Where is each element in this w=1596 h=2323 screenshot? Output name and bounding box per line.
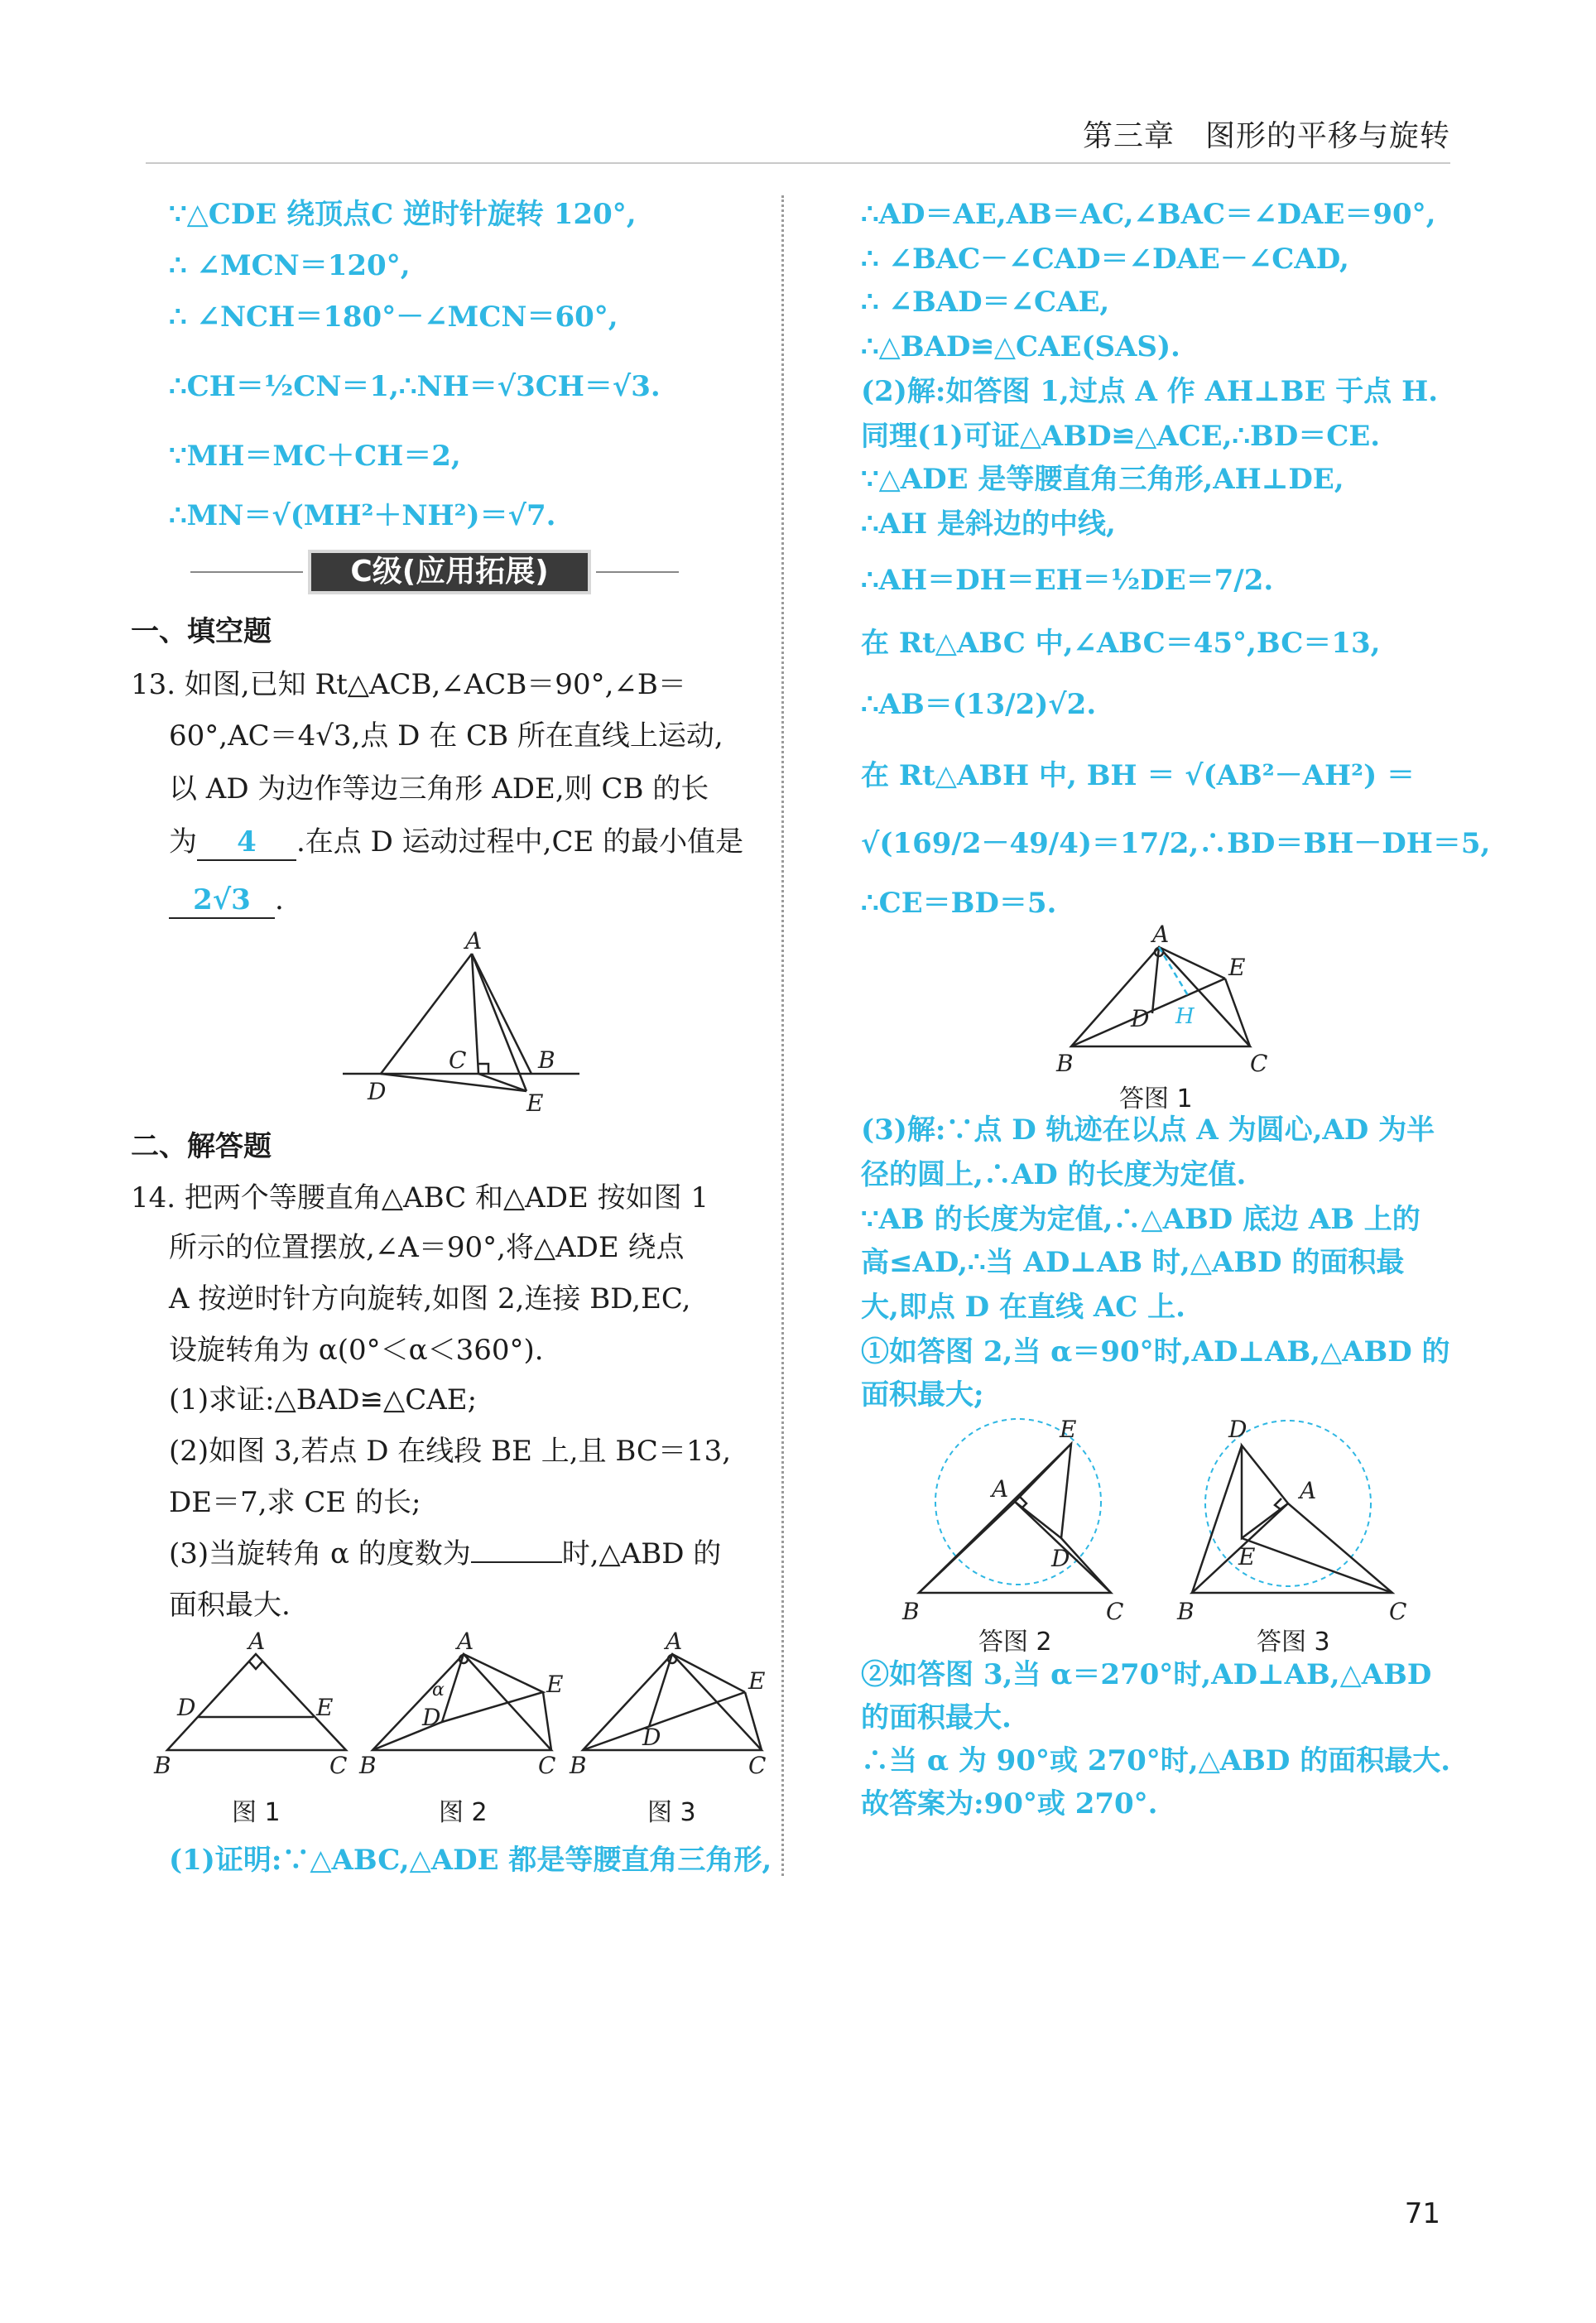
solution-line: ∴△BAD≌△CAE(SAS). [861, 330, 1180, 363]
answer-figure-1 [1051, 921, 1300, 1077]
fig-label: E [1228, 954, 1246, 981]
figure-caption: 图 2 [439, 1798, 488, 1827]
segment-ec [1225, 979, 1250, 1046]
solution-line: ∴MN＝√(MH²＋NH²)＝√7. [169, 499, 556, 532]
fig-label: E [748, 1667, 766, 1695]
proof-line: (1)证明:∵△ABC,△ADE 都是等腰直角三角形, [169, 1844, 772, 1877]
right-angle-mark [1275, 1498, 1281, 1510]
banner-rule-left [190, 571, 303, 573]
question-14-line: (1)求证:△BAD≌△CAE; [169, 1383, 478, 1416]
solution-line: 在 Rt△ABC 中,∠ABC＝45°,BC＝13, [861, 627, 1381, 660]
fig-label: A [248, 1628, 266, 1655]
fig-label: E [526, 1089, 544, 1117]
fig-label: E [546, 1671, 564, 1698]
solution-line: ∵AB 的长度为定值,∴△ABD 底边 AB 上的 [861, 1203, 1421, 1236]
solution-line: 大,即点 D 在直线 AC 上. [861, 1291, 1185, 1324]
answer-blank-2: 2√3 [169, 883, 275, 919]
question-13-line: 60°,AC＝4√3,点 D 在 CB 所在直线上运动, [169, 719, 723, 753]
q14-part3-prefix: (3)当旋转角 α 的度数为 [169, 1537, 471, 1570]
q13-prefix: 为 [169, 825, 197, 858]
section-heading: 一、填空题 [131, 615, 272, 648]
fig-label: C [748, 1752, 767, 1779]
solution-line: ∴ ∠BAD＝∠CAE, [861, 286, 1110, 319]
fig-label: E [316, 1694, 334, 1721]
fig-label: D [642, 1724, 661, 1751]
fig-label: α [432, 1680, 445, 1700]
solution-line: 同理(1)可证△ABD≌△ACE,∴BD＝CE. [861, 420, 1381, 453]
solution-line: ∵△ADE 是等腰直角三角形,AH⊥DE, [861, 463, 1344, 496]
solution-line: ∵MH＝MC＋CH＝2, [169, 440, 461, 473]
question-13-line: 13. 如图,已知 Rt△ACB,∠ACB＝90°,∠B＝ [131, 668, 686, 701]
question-14-line: 14. 把两个等腰直角△ABC 和△ADE 按如图 1 [131, 1181, 709, 1214]
solution-line: 故答案为:90°或 270°. [861, 1787, 1158, 1820]
triangle-abc [1071, 947, 1250, 1046]
answer-figure-2 [894, 1416, 1142, 1623]
q13-end: . [275, 883, 284, 916]
page-number: 71 [1404, 2197, 1440, 2230]
q13-suffix: .在点 D 运动过程中,CE 的最小值是 [296, 825, 744, 858]
fig-label: A [1152, 921, 1170, 948]
question-14-line: A 按逆时针方向旋转,如图 2,连接 BD,EC, [169, 1282, 691, 1315]
fig-label: H [1175, 1004, 1195, 1029]
fig-label: B [570, 1752, 587, 1779]
fig-label: B [538, 1046, 555, 1074]
solution-line: ①如答图 2,当 α＝90°时,AD⊥AB,△ABD 的 [861, 1335, 1450, 1368]
triangle-abc [373, 1654, 551, 1750]
question-14-line [169, 1537, 721, 1571]
banner-rule-right [596, 571, 679, 573]
solution-line: ∴AD＝AE,AB＝AC,∠BAC＝∠DAE＝90°, [861, 198, 1436, 231]
solution-line: ∴AH 是斜边的中线, [861, 507, 1116, 541]
figure-caption: 答图 1 [1119, 1085, 1193, 1113]
segment-be [919, 1444, 1071, 1593]
answer-figure-3 [1175, 1416, 1424, 1623]
fig-label: D [1228, 1416, 1247, 1443]
header-rule [146, 162, 1450, 164]
fig-label: A [465, 927, 483, 955]
segment-ec [1242, 1538, 1392, 1593]
column-divider [781, 195, 784, 1876]
solution-line: ∴AB＝(13/2)√2. [861, 688, 1097, 721]
q14-figure-1 [151, 1628, 349, 1779]
fig-label: C [329, 1752, 348, 1779]
question-13-line [169, 825, 743, 861]
q14-figure-3 [566, 1628, 773, 1779]
segment-ae [1159, 947, 1225, 979]
solution-line: ∴当 α 为 90°或 270°时,△ABD 的面积最大. [861, 1744, 1451, 1777]
fig-label: C [1106, 1598, 1124, 1625]
right-angle-mark [478, 1064, 488, 1074]
solution-line: 高≤AD,∴当 AD⊥AB 时,△ABD 的面积最 [861, 1246, 1405, 1279]
fig-label: D [422, 1704, 441, 1731]
level-banner: C级(应用拓展) [308, 550, 591, 594]
fig-label: A [666, 1628, 683, 1655]
triangle-abc [583, 1654, 762, 1750]
fig-label: B [154, 1752, 171, 1779]
triangle-abc [1192, 1503, 1392, 1593]
segment-ab [472, 954, 531, 1074]
fig-label: D [177, 1694, 196, 1721]
solution-line: ∴ ∠BAC－∠CAD＝∠DAE－∠CAD, [861, 243, 1349, 276]
chapter-header: 第三章 图形的平移与旋转 [1082, 119, 1450, 153]
fig-label: B [1177, 1598, 1195, 1625]
fig-label: E [1238, 1543, 1256, 1570]
fig-label: C [538, 1752, 556, 1779]
q14-figure-2 [356, 1628, 564, 1779]
segment-ac [472, 954, 478, 1074]
segment-be [583, 1692, 745, 1750]
segment-ae [472, 954, 526, 1091]
fig-label: A [1300, 1477, 1317, 1504]
fig-label: D [1131, 1005, 1150, 1032]
q14-part3-suffix: 时,△ABD 的 [561, 1537, 722, 1570]
section-heading: 二、解答题 [131, 1130, 272, 1163]
triangle-ade [442, 1654, 543, 1722]
figure-caption: 答图 2 [978, 1628, 1052, 1657]
solution-line: 在 Rt△ABH 中, BH ＝ √(AB²－AH²) ＝ [861, 759, 1415, 792]
segment-ad [649, 1654, 672, 1727]
figure-caption: 答图 3 [1257, 1628, 1330, 1657]
q13-figure [339, 927, 588, 1118]
solution-line: √(169/2－49/4)＝17/2,∴BD＝BH－DH＝5, [861, 827, 1491, 860]
segment-ae [672, 1654, 745, 1692]
solution-line: 的面积最大. [861, 1701, 1012, 1734]
solution-line: ②如答图 3,当 α＝270°时,AD⊥AB,△ABD [861, 1658, 1432, 1691]
fig-label: C [1389, 1598, 1407, 1625]
solution-line: ∴ ∠MCN＝120°, [169, 249, 411, 282]
triangle-abc [919, 1502, 1111, 1593]
solution-line: 面积最大; [861, 1378, 984, 1412]
question-14-line: 面积最大. [169, 1589, 291, 1622]
answer-blank-1: 4 [197, 825, 296, 861]
fig-label: E [1060, 1416, 1077, 1443]
solution-line: ∴CE＝BD＝5. [861, 887, 1057, 920]
fig-label: D [1051, 1545, 1070, 1572]
question-14-line: 所示的位置摆放,∠A＝90°,将△ADE 绕点 [169, 1231, 685, 1264]
solution-line: 径的圆上,∴AD 的长度为定值. [861, 1158, 1247, 1191]
question-14-line: (2)如图 3,若点 D 在线段 BE 上,且 BC＝13, [169, 1435, 732, 1468]
question-13-line: 以 AD 为边作等边三角形 ADE,则 CB 的长 [169, 772, 709, 806]
fig-label: D [368, 1078, 387, 1105]
fig-label: B [902, 1598, 920, 1625]
fig-label: C [449, 1046, 467, 1074]
question-14-line: DE＝7,求 CE 的长; [169, 1486, 421, 1519]
fig-label: A [992, 1475, 1009, 1503]
solution-line: ∵△CDE 绕顶点C 逆时针旋转 120°, [169, 198, 637, 231]
solution-line: ∴ ∠NCH＝180°－∠MCN＝60°, [169, 301, 618, 334]
question-14-line: 设旋转角为 α(0°＜α＜360°). [169, 1334, 544, 1367]
solution-line: (3)解:∵点 D 轨迹在以点 A 为圆心,AD 为半 [861, 1113, 1435, 1147]
right-angle-mark [249, 1662, 262, 1669]
answer-blank-3 [471, 1561, 562, 1563]
solution-line: (2)解:如答图 1,过点 A 作 AH⊥BE 于点 H. [861, 375, 1439, 408]
fig-label: B [1056, 1050, 1074, 1077]
solution-line: ∴AH＝DH＝EH＝½DE＝7/2. [861, 564, 1274, 597]
question-13-line [169, 883, 284, 919]
fig-label: C [1250, 1050, 1268, 1077]
fig-label: A [457, 1628, 474, 1655]
solution-line: ∴CH＝½CN＝1,∴NH＝√3CH＝√3. [169, 370, 661, 403]
fig-label: B [359, 1752, 377, 1779]
figure-caption: 图 1 [232, 1798, 281, 1827]
figure-caption: 图 3 [647, 1798, 696, 1827]
